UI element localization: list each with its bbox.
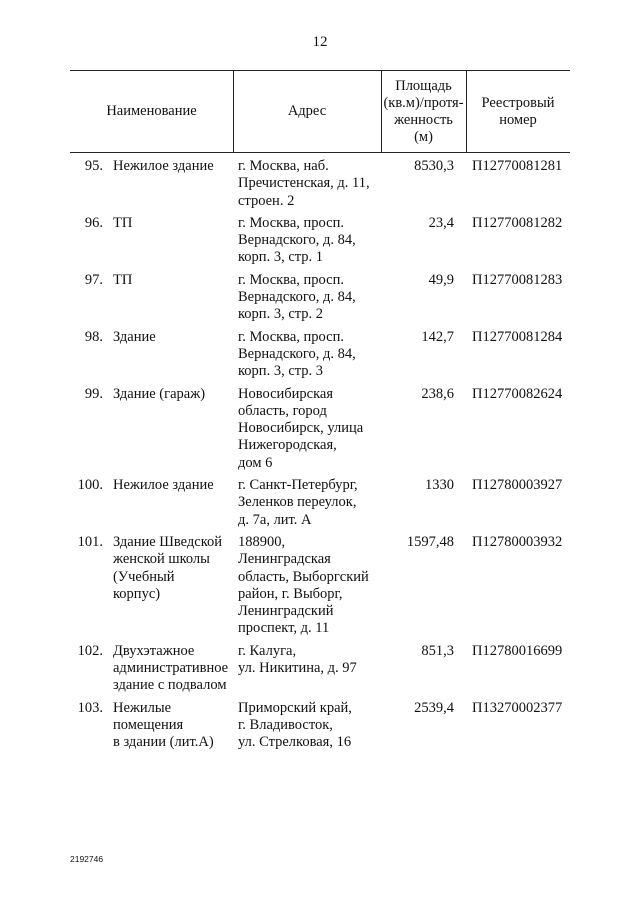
row-area: 8530,3: [414, 158, 454, 174]
table-row: [70, 386, 570, 472]
page-number: 12: [312, 34, 328, 50]
row-address: Приморский край, г. Владивосток, ул. Стрелковая, 16: [238, 699, 352, 751]
row-name: Здание Шведской женской школы (Учебный корпус): [113, 533, 223, 602]
header-address: Адрес: [287, 103, 327, 119]
row-number: 103.: [77, 699, 103, 716]
row-area: 49,9: [428, 271, 454, 288]
header-name: Наименование: [106, 103, 197, 119]
row-address: г. Москва, наб. Пречистенская, д. 11, строен. 2: [238, 158, 370, 209]
row-registry-number: П12770081282: [472, 214, 563, 231]
row-address: г. Москва, просп. Вернадского, д. 84, корп. 3, стр. 3: [238, 328, 356, 380]
header-area-cell: [381, 71, 466, 152]
row-number: 100.: [77, 477, 103, 494]
table-row: [70, 700, 570, 752]
header-address-cell: [233, 71, 381, 152]
row-address: г. Санкт-Петербург, Зеленков переулок, д. 7а, лит. А: [238, 477, 358, 528]
row-number: 101.: [77, 533, 103, 550]
row-area: 1330: [425, 477, 454, 494]
table-row: [70, 643, 570, 695]
row-address: 188900, Ленинградская область, Выборгский район, г. Выборг, Ленинградский проспект, д. 11: [238, 533, 369, 637]
row-address: г. Москва, просп. Вернадского, д. 84, корп. 3, стр. 2: [238, 271, 356, 323]
row-number: 99.: [84, 385, 103, 402]
row-area: 142,7: [421, 328, 454, 345]
table-row: [70, 534, 570, 638]
row-registry-number: П12770081281: [472, 158, 563, 174]
row-address: Новосибирская область, город Новосибирск, улица Нижегородская, дом 6: [238, 385, 364, 471]
header-area: Площадь (кв.м)/протя- женность (м): [383, 77, 464, 145]
table-row: [70, 272, 570, 324]
row-registry-number: П12770082624: [472, 385, 563, 402]
row-number: 98.: [84, 328, 103, 345]
row-name: Здание: [113, 328, 156, 345]
row-name: Нежилое здание: [113, 158, 214, 174]
table-row: [70, 477, 570, 529]
row-registry-number: П12770081284: [472, 328, 563, 345]
row-name: ТП: [113, 214, 133, 231]
row-area: 851,3: [421, 642, 454, 659]
row-name: ТП: [113, 271, 133, 288]
table-header: [70, 70, 570, 153]
row-name: Нежилые помещения в здании (лит.А): [113, 699, 214, 751]
table-row: [70, 215, 570, 267]
header-registry: Реестровый номер: [481, 94, 555, 128]
row-number: 95.: [84, 158, 103, 174]
row-registry-number: П12780016699: [472, 642, 563, 659]
row-number: 96.: [84, 214, 103, 231]
row-address: г. Калуга, ул. Никитина, д. 97: [238, 642, 357, 677]
header-registry-cell: [466, 71, 570, 152]
table-body: [70, 158, 570, 752]
row-name: Двухэтажное административное здание с подвалом: [113, 642, 229, 694]
property-table: [70, 70, 570, 757]
row-number: 102.: [77, 642, 103, 659]
row-registry-number: П13270002377: [472, 699, 563, 716]
row-area: 23,4: [428, 214, 454, 231]
row-number: 97.: [84, 271, 103, 288]
row-area: 2539,4: [414, 699, 454, 716]
row-address: г. Москва, просп. Вернадского, д. 84, корп. 3, стр. 1: [238, 214, 356, 266]
row-area: 1597,48: [406, 533, 454, 550]
row-registry-number: П12770081283: [472, 271, 563, 288]
row-area: 238,6: [421, 385, 454, 402]
row-name: Здание (гараж): [113, 385, 206, 402]
row-registry-number: П12780003927: [472, 477, 563, 494]
header-name-cell: [70, 71, 233, 152]
table-row: [70, 158, 570, 210]
row-name: Нежилое здание: [113, 477, 214, 494]
document-id: 2192746: [70, 854, 104, 864]
table-row: [70, 329, 570, 381]
row-registry-number: П12780003932: [472, 533, 563, 550]
